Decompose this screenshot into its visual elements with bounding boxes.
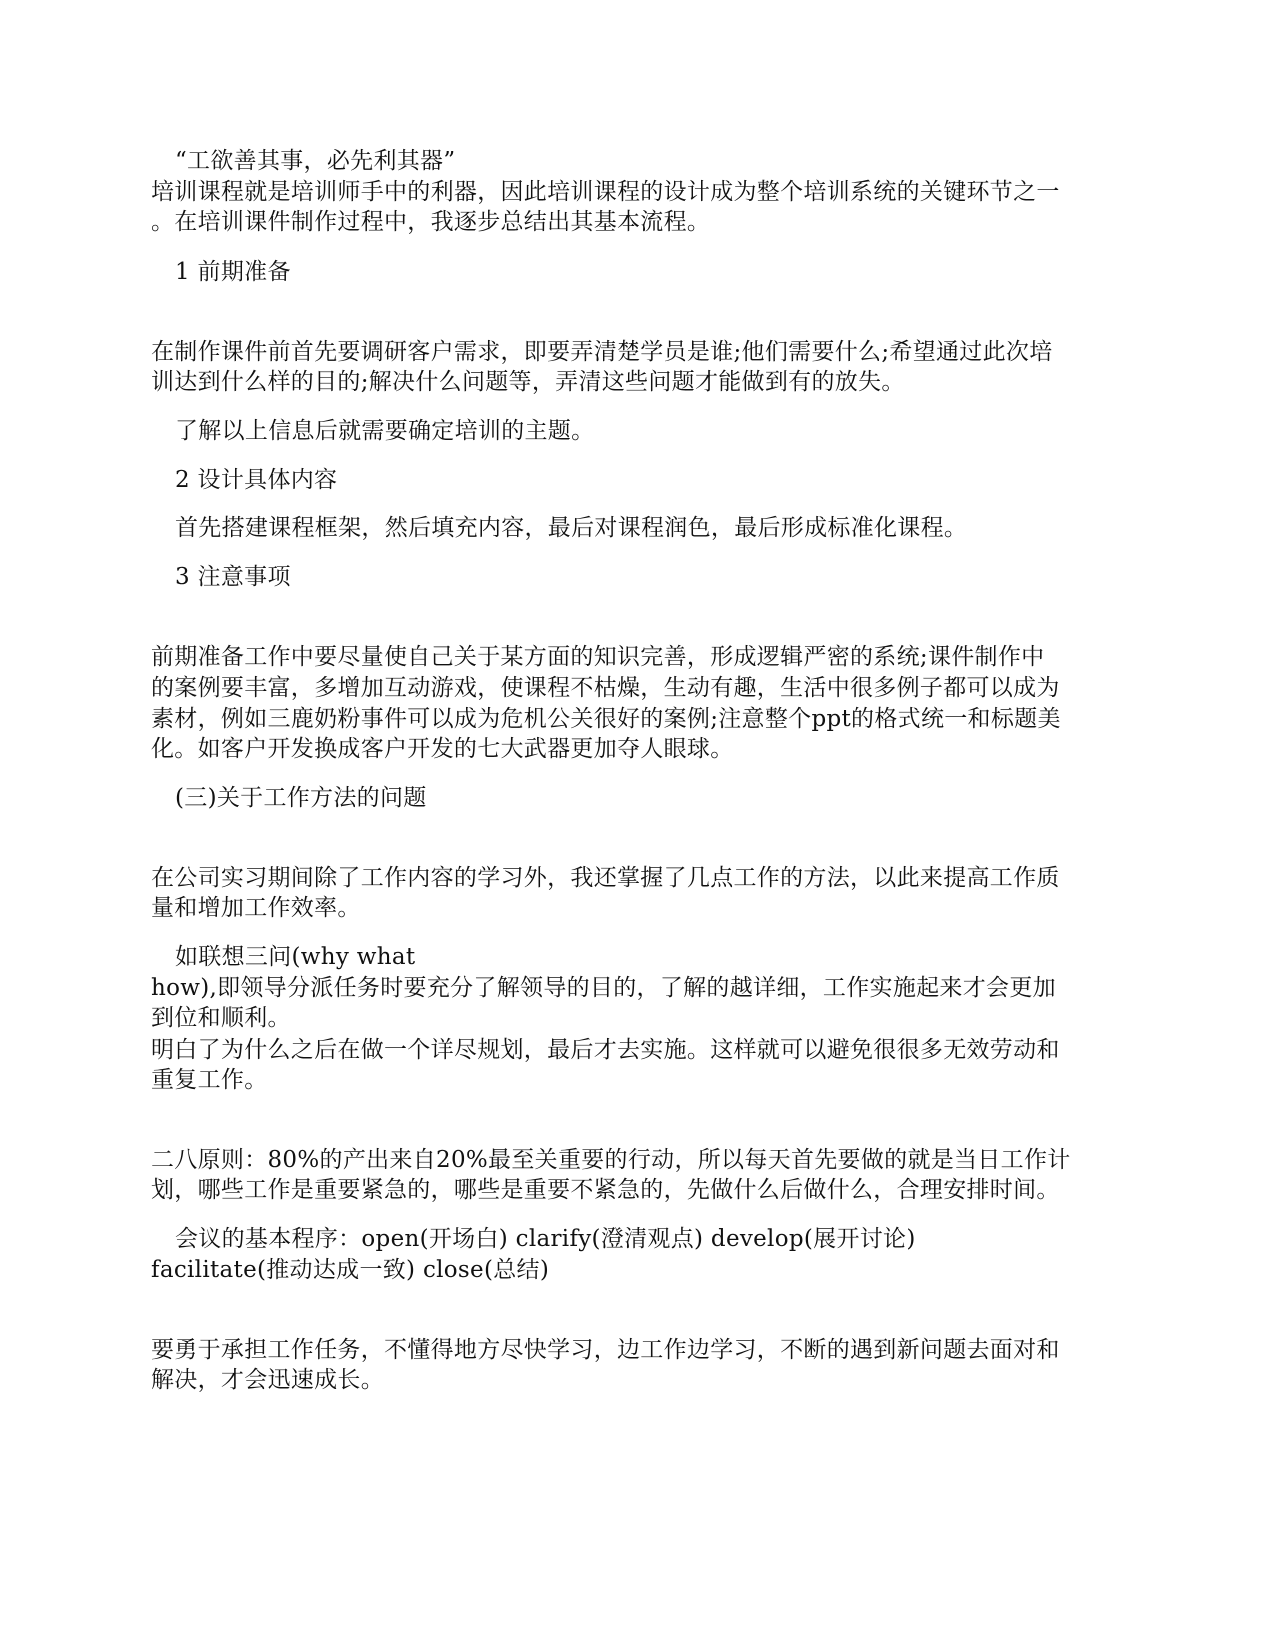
paragraph-line: how),即领导分派任务时要充分了解领导的目的，了解的越详细，工作实施起来才会更加 — [151, 975, 1056, 1001]
paragraph-line: facilitate(推动达成一致) close(总结) — [151, 1257, 550, 1283]
paragraph-line: 要勇于承担工作任务，不懂得地方尽快学习，边工作边学习，不断的遇到新问题去面对和 — [151, 1337, 1060, 1363]
quote-line: “工欲善其事，必先利其器” — [175, 148, 456, 174]
section-heading: (三)关于工作方法的问题 — [175, 785, 427, 811]
paragraph-line: 。在培训课件制作过程中，我逐步总结出其基本流程。 — [151, 209, 711, 235]
paragraph-line: 的案例要丰富，多增加互动游戏，使课程不枯燥，生动有趣，生活中很多例子都可以成为 — [151, 675, 1060, 701]
paragraph-line: 训达到什么样的目的;解决什么问题等，弄清这些问题才能做到有的放失。 — [151, 369, 905, 395]
paragraph-line: 量和增加工作效率。 — [151, 895, 361, 921]
paragraph-line: 划，哪些工作是重要紧急的，哪些是重要不紧急的，先做什么后做什么，合理安排时间。 — [151, 1177, 1060, 1203]
paragraph-line: 前期准备工作中要尽量使自己关于某方面的知识完善，形成逻辑严密的系统;课件制作中 — [151, 644, 1045, 670]
paragraph-line: 会议的基本程序：open(开场白) clarify(澄清观点) develop(展开讨论) — [175, 1226, 916, 1252]
paragraph-line: 到位和顺利。 — [151, 1005, 291, 1031]
paragraph-line: 如联想三问(why what — [175, 944, 416, 970]
paragraph-line: 明白了为什么之后在做一个详尽规划，最后才去实施。这样就可以避免很很多无效劳动和 — [151, 1037, 1060, 1063]
paragraph-line: 在公司实习期间除了工作内容的学习外，我还掌握了几点工作的方法，以此来提高工作质 — [151, 865, 1060, 891]
paragraph-line: 化。如客户开发换成客户开发的七大武器更加夺人眼球。 — [151, 736, 734, 762]
paragraph-line: 重复工作。 — [151, 1067, 268, 1093]
paragraph-line: 素材，例如三鹿奶粉事件可以成为危机公关很好的案例;注意整个ppt的格式统一和标题美 — [151, 706, 1061, 732]
paragraph-line: 了解以上信息后就需要确定培训的主题。 — [175, 418, 595, 444]
paragraph-line: 首先搭建课程框架，然后填充内容，最后对课程润色，最后形成标准化课程。 — [175, 515, 968, 541]
paragraph-line: 二八原则：80%的产出来自20%最至关重要的行动，所以每天首先要做的就是当日工作计 — [151, 1147, 1071, 1173]
paragraph-line: 在制作课件前首先要调研客户需求，即要弄清楚学员是谁;他们需要什么;希望通过此次培 — [151, 339, 1053, 365]
section-heading: 3 注意事项 — [175, 564, 291, 590]
paragraph-line: 培训课程就是培训师手中的利器，因此培训课程的设计成为整个培训系统的关键环节之一 — [151, 179, 1060, 205]
section-heading: 1 前期准备 — [175, 259, 291, 285]
paragraph-line: 解决，才会迅速成长。 — [151, 1367, 384, 1393]
section-heading: 2 设计具体内容 — [175, 467, 338, 493]
